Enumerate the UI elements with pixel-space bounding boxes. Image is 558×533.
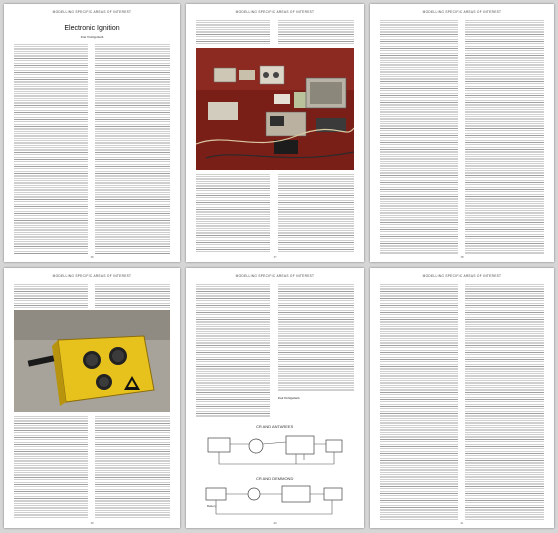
text-column-right xyxy=(278,174,354,254)
text-column-right xyxy=(465,20,544,254)
page-6 xyxy=(370,268,554,528)
page-header: MODELLING SPECIFIC AREAS OF INTEREST xyxy=(52,10,132,14)
text-column-left xyxy=(196,174,270,254)
text-column-right xyxy=(465,284,544,520)
page-4 xyxy=(4,268,180,528)
text-column-left xyxy=(380,20,458,254)
page-1 xyxy=(4,4,180,262)
page-number: 36 xyxy=(90,255,94,259)
wiring-diagram-1 xyxy=(196,420,354,472)
ignition-components-photo xyxy=(196,48,354,170)
page-number: 38 xyxy=(460,255,464,259)
text-column-left xyxy=(196,284,270,418)
page-header: MODELLING SPECIFIC AREAS OF INTEREST xyxy=(52,274,132,278)
text-column-left xyxy=(14,44,88,254)
text-column-left xyxy=(196,20,270,46)
page-header: MODELLING SPECIFIC AREAS OF INTEREST xyxy=(235,10,315,14)
text-column-right xyxy=(95,416,170,518)
page-5 xyxy=(186,268,364,528)
page-number: 37 xyxy=(273,255,277,259)
page-number: 41 xyxy=(460,521,464,525)
wiring-diagram-2 xyxy=(196,474,354,520)
text-column-right xyxy=(278,20,354,46)
text-column-left xyxy=(14,416,88,518)
battery-label: Battery xyxy=(207,504,217,508)
page-number: 40 xyxy=(273,521,277,525)
diagram-1-label: CR AND ANTAREES xyxy=(256,424,294,429)
page-3 xyxy=(370,4,554,262)
author-signoff: Paul Wohlgemuth xyxy=(278,396,300,400)
text-column-right xyxy=(278,284,354,392)
article-title: Electronic Ignition xyxy=(64,25,120,32)
page-2 xyxy=(186,4,364,262)
page-header: MODELLING SPECIFIC AREAS OF INTEREST xyxy=(422,10,502,14)
article-author: Paul Wohlgemuth xyxy=(80,35,104,39)
text-column-left xyxy=(14,284,88,308)
page-number: 39 xyxy=(90,521,94,525)
text-column-right xyxy=(95,284,170,308)
ignition-box-photo xyxy=(14,310,170,412)
page-header: MODELLING SPECIFIC AREAS OF INTEREST xyxy=(235,274,315,278)
page-header: MODELLING SPECIFIC AREAS OF INTEREST xyxy=(422,274,502,278)
text-column-right xyxy=(95,44,170,254)
diagram-2-label: CR AND DEMMOND xyxy=(256,476,294,481)
text-column-left xyxy=(380,284,458,520)
